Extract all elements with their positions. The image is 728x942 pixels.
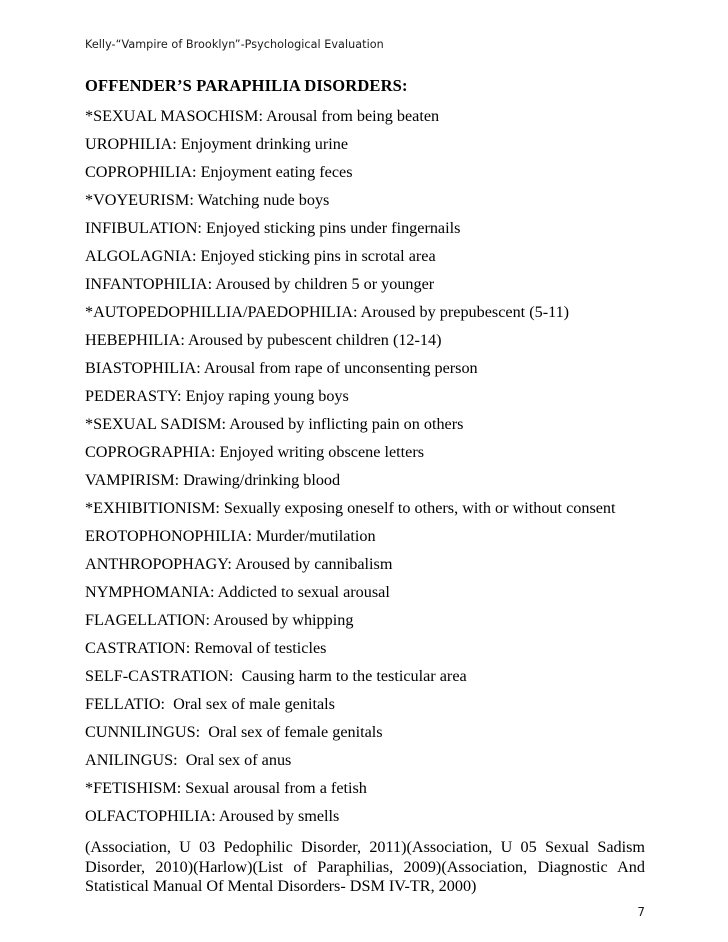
- citation-paragraph: (Association, U 03 Pedophilic Disorder, 2011)(Association, U 05 Sexual Sadism Disorder, 2010)(Harlow)(List of Paraphilias, 2009)(Association, Diagnostic And Statistical Manual Of Mental Disorders- DSM IV-TR, 2000): [85, 838, 645, 895]
- list-item: *EXHIBITIONISM: Sexually exposing oneself to others, with or without consent: [85, 499, 616, 517]
- list-item: CUNNILINGUS: Oral sex of female genitals: [85, 723, 383, 741]
- list-item: CASTRATION: Removal of testicles: [85, 639, 327, 657]
- paraphilia-disorder-list: [85, 106, 645, 826]
- page-number: 7: [637, 905, 645, 919]
- list-item: ALGOLAGNIA: Enjoyed sticking pins in scrotal area: [85, 247, 436, 265]
- list-item: NYMPHOMANIA: Addicted to sexual arousal: [85, 583, 390, 601]
- page-content: [85, 38, 645, 913]
- list-item: HEBEPHILIA: Aroused by pubescent children (12-14): [85, 331, 442, 349]
- list-item: *VOYEURISM: Watching nude boys: [85, 191, 330, 209]
- list-item: INFIBULATION: Enjoyed sticking pins under fingernails: [85, 219, 461, 237]
- list-item: *AUTOPEDOPHILLIA/PAEDOPHILIA: Aroused by prepubescent (5-11): [85, 303, 570, 321]
- list-item: PEDERASTY: Enjoy raping young boys: [85, 387, 349, 405]
- list-item: OLFACTOPHILIA: Aroused by smells: [85, 807, 340, 825]
- list-item: *FETISHISM: Sexual arousal from a fetish: [85, 779, 367, 797]
- page-title: OFFENDER’S PARAPHILIA DISORDERS:: [85, 76, 408, 95]
- running-head: Kelly-“Vampire of Brooklyn”-Psychological Evaluation: [85, 38, 384, 51]
- list-item: ANILINGUS: Oral sex of anus: [85, 751, 292, 769]
- list-item: SELF-CASTRATION: Causing harm to the testicular area: [85, 667, 467, 685]
- list-item: COPROGRAPHIA: Enjoyed writing obscene letters: [85, 443, 425, 461]
- list-item: VAMPIRISM: Drawing/drinking blood: [85, 471, 341, 489]
- list-item: *SEXUAL MASOCHISM: Arousal from being beaten: [85, 107, 440, 125]
- list-item: FELLATIO: Oral sex of male genitals: [85, 695, 335, 713]
- list-item: EROTOPHONOPHILIA: Murder/mutilation: [85, 527, 376, 545]
- list-item: ANTHROPOPHAGY: Aroused by cannibalism: [85, 555, 393, 573]
- list-item: UROPHILIA: Enjoyment drinking urine: [85, 135, 349, 153]
- list-item: FLAGELLATION: Aroused by whipping: [85, 611, 354, 629]
- list-item: INFANTOPHILIA: Aroused by children 5 or younger: [85, 275, 435, 293]
- list-item: BIASTOPHILIA: Arousal from rape of unconsenting person: [85, 359, 478, 377]
- list-item: COPROPHILIA: Enjoyment eating feces: [85, 163, 353, 181]
- list-item: *SEXUAL SADISM: Aroused by inflicting pain on others: [85, 415, 464, 433]
